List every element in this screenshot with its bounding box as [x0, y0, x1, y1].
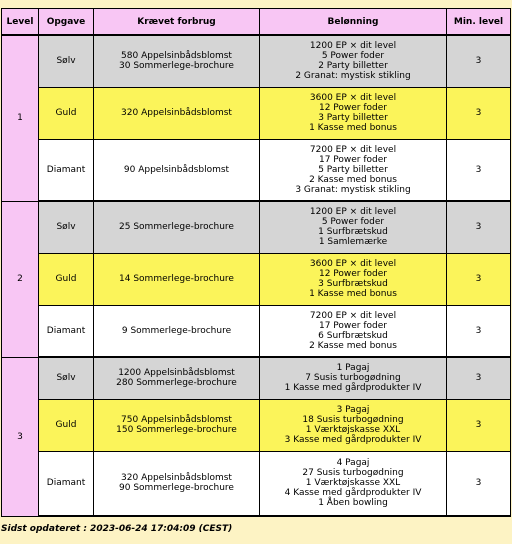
reward-item: 3 Granat: mystisk stikling	[295, 184, 411, 195]
reward-item: 12 Power foder	[318, 103, 387, 113]
min-level-cell: 3	[447, 451, 511, 516]
reward-item: 2 Kasse med bonus	[309, 340, 397, 351]
task-cell: Diamant	[39, 305, 94, 357]
reward-cell	[260, 305, 447, 357]
reward-item: 1200 EP × dit level	[309, 41, 397, 52]
table-row	[2, 253, 511, 305]
reward-cell	[260, 399, 447, 451]
required-cell	[94, 139, 260, 201]
table-row	[2, 357, 511, 399]
required-cell	[94, 305, 260, 357]
required-item: 320 Appelsinbådsblomst	[121, 473, 232, 484]
reward-cell	[260, 35, 447, 87]
required-item: 9 Sommerlege-brochure	[121, 325, 232, 336]
min-level-cell: 3	[447, 305, 511, 357]
reward-item: 3 Kasse med gårdprodukter IV	[284, 435, 422, 445]
level-cell: 3	[2, 357, 39, 516]
reward-item: 2 Granat: mystisk stikling	[295, 71, 411, 82]
table-row	[2, 451, 511, 516]
reward-item: 6 Surfbrætskud	[318, 330, 388, 341]
task-cell: Diamant	[39, 451, 94, 516]
level-cell: 1	[2, 35, 39, 201]
min-level-cell: 3	[447, 139, 511, 201]
required-item: 750 Appelsinbådsblomst	[121, 415, 232, 425]
required-cell	[94, 201, 260, 253]
reward-cell	[260, 87, 447, 139]
required-item: 14 Sommerlege-brochure	[119, 274, 234, 284]
reward-item: 12 Power foder	[318, 269, 387, 279]
min-level-cell: 3	[447, 35, 511, 87]
required-item: 580 Appelsinbådsblomst	[121, 51, 232, 62]
required-item: 30 Sommerlege-brochure	[119, 61, 234, 72]
rewards-table	[1, 8, 511, 517]
required-item: 280 Sommerlege-brochure	[116, 378, 237, 389]
reward-item: 4 Kasse med gårdprodukter IV	[284, 488, 422, 499]
task-cell: Diamant	[39, 139, 94, 201]
reward-item: 5 Power foder	[321, 217, 385, 228]
reward-item: 1 Kasse med bonus	[309, 123, 397, 133]
reward-item: 7200 EP × dit level	[309, 144, 397, 155]
required-cell	[94, 253, 260, 305]
reward-item: 7200 EP × dit level	[309, 310, 397, 321]
header-required-consumption: Krævet forbrug	[94, 9, 260, 36]
reward-item: 2 Kasse med bonus	[309, 174, 397, 185]
reward-item: 3 Surfbrætskud	[318, 279, 388, 289]
task-cell: Guld	[39, 399, 94, 451]
level-cell: 2	[2, 201, 39, 357]
last-updated: Sidst opdateret : 2023-06-24 17:04:09 (CEST)	[1, 524, 233, 534]
required-item: 25 Sommerlege-brochure	[119, 222, 234, 233]
min-level-cell: 3	[447, 87, 511, 139]
reward-item: 27 Susis turbogødning	[302, 468, 404, 479]
required-cell	[94, 451, 260, 516]
min-level-cell: 3	[447, 253, 511, 305]
reward-item: 1 Kasse med gårdprodukter IV	[284, 383, 422, 394]
required-item: 90 Appelsinbådsblomst	[123, 164, 230, 175]
reward-item: 1200 EP × dit level	[309, 207, 397, 218]
header-reward: Belønning	[260, 9, 447, 36]
table-row	[2, 305, 511, 357]
task-cell: Sølv	[39, 201, 94, 253]
reward-item: 1 Åben bowling	[318, 498, 388, 509]
reward-item: 1 Værktøjskasse XXL	[305, 478, 401, 489]
task-cell: Guld	[39, 253, 94, 305]
reward-item: 3600 EP × dit level	[309, 93, 397, 103]
table-header-row	[2, 9, 511, 36]
required-item: 150 Sommerlege-brochure	[116, 425, 237, 435]
task-cell: Sølv	[39, 357, 94, 399]
min-level-cell: 3	[447, 357, 511, 399]
header-level: Level	[2, 9, 39, 36]
required-cell	[94, 399, 260, 451]
required-item: 1200 Appelsinbådsblomst	[118, 368, 235, 379]
reward-item: 5 Party billetter	[318, 164, 388, 175]
reward-item: 7 Susis turbogødning	[305, 373, 401, 384]
reward-cell	[260, 357, 447, 399]
task-cell: Sølv	[39, 35, 94, 87]
reward-item: 4 Pagaj	[336, 458, 370, 469]
reward-item: 17 Power foder	[318, 320, 387, 331]
table-row	[2, 399, 511, 451]
reward-item: 1 Samlemærke	[318, 237, 388, 248]
reward-cell	[260, 139, 447, 201]
min-level-cell: 3	[447, 399, 511, 451]
reward-item: 1 Surfbrætskud	[318, 227, 388, 238]
reward-item: 3 Party billetter	[318, 113, 388, 123]
table-row	[2, 201, 511, 253]
reward-item: 1 Kasse med bonus	[309, 289, 397, 299]
required-cell	[94, 87, 260, 139]
required-cell	[94, 357, 260, 399]
reward-cell	[260, 201, 447, 253]
table-row	[2, 35, 511, 87]
required-item: 90 Sommerlege-brochure	[119, 483, 234, 494]
required-item: 320 Appelsinbådsblomst	[121, 108, 232, 118]
reward-item: 1 Pagaj	[336, 363, 370, 374]
reward-item: 3 Pagaj	[336, 405, 370, 415]
reward-cell	[260, 253, 447, 305]
required-cell	[94, 35, 260, 87]
header-task: Opgave	[39, 9, 94, 36]
reward-item: 3600 EP × dit level	[309, 259, 397, 269]
reward-item: 17 Power foder	[318, 154, 387, 165]
reward-cell	[260, 451, 447, 516]
table-row	[2, 139, 511, 201]
header-min-level: Min. level	[447, 9, 511, 36]
reward-item: 5 Power foder	[321, 51, 385, 62]
table-body	[2, 35, 511, 516]
reward-item: 18 Susis turbogødning	[302, 415, 404, 425]
table-row	[2, 87, 511, 139]
task-cell: Guld	[39, 87, 94, 139]
reward-item: 1 Værktøjskasse XXL	[305, 425, 401, 435]
min-level-cell: 3	[447, 201, 511, 253]
reward-item: 2 Party billetter	[318, 61, 388, 72]
